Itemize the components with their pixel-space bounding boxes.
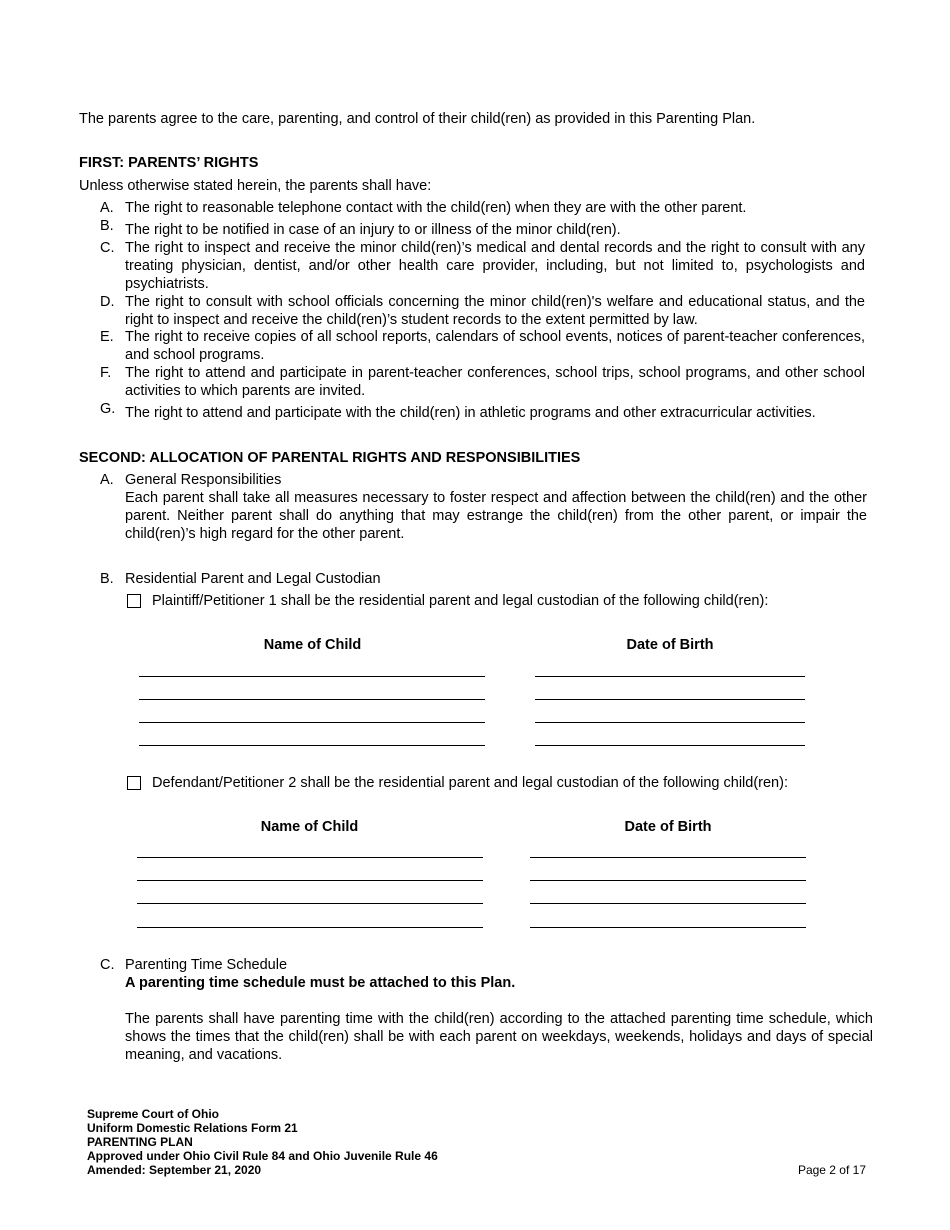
child-name-line[interactable]: [139, 676, 485, 677]
list-text: The right to attend and participate in parent-teacher conferences, school trips, school programs, and other school activities to which parents are invited.: [125, 365, 865, 399]
footer-amended: Amended: September 21, 2020: [87, 1163, 262, 1177]
name-of-child-header: Name of Child: [263, 637, 362, 653]
child-name-line[interactable]: [137, 857, 483, 858]
list-text: The right to reasonable telephone contact with the child(ren) when they are with the other parent.: [125, 200, 747, 216]
section-second-heading: SECOND: ALLOCATION OF PARENTAL RIGHTS AND RESPONSIBILITIES: [79, 450, 581, 466]
parenting-time-content: [125, 956, 873, 1064]
child-dob-line[interactable]: [530, 903, 806, 904]
form-footer: [87, 1107, 438, 1177]
date-of-birth-header: Date of Birth: [626, 637, 714, 653]
petitioner1-option-text: Plaintiff/Petitioner 1 shall be the residential parent and legal custodian of the following child(ren):: [152, 593, 769, 609]
child-name-line[interactable]: [137, 927, 483, 928]
residential-parent-title: Residential Parent and Legal Custodian: [125, 571, 381, 587]
section-first-lead: Unless otherwise stated herein, the parents shall have:: [79, 178, 432, 194]
parenting-time-requirement: A parenting time schedule must be attached to this Plan.: [125, 975, 516, 991]
date-of-birth-header: Date of Birth: [624, 819, 712, 835]
list-letter: B.: [100, 218, 114, 234]
child-dob-line[interactable]: [535, 722, 805, 723]
child-name-line[interactable]: [139, 699, 485, 700]
footer-approval: Approved under Ohio Civil Rule 84 and Ohio Juvenile Rule 46: [87, 1149, 438, 1163]
general-responsibilities-content: [125, 471, 867, 543]
petitioner1-checkbox[interactable]: [127, 594, 141, 608]
footer-court: Supreme Court of Ohio: [87, 1107, 219, 1121]
footer-form-number: Uniform Domestic Relations Form 21: [87, 1121, 298, 1135]
list-text: The right to inspect and receive the minor child(ren)’s medical and dental records and the right to consult with any treating physician, dentist, and/or other health care provider, including, but not limited to, psychologists and psychiatrists.: [125, 240, 865, 292]
child-name-line[interactable]: [139, 722, 485, 723]
list-text: The right to be notified in case of an injury to or illness of the minor child(ren).: [125, 222, 621, 238]
list-letter: B.: [100, 571, 114, 587]
child-dob-line[interactable]: [530, 857, 806, 858]
child-name-line[interactable]: [139, 745, 485, 746]
intro-paragraph: The parents agree to the care, parenting, and control of their child(ren) as provided in this Parenting Plan.: [79, 111, 756, 127]
list-letter: C.: [100, 240, 115, 256]
child-name-line[interactable]: [137, 903, 483, 904]
list-letter: A.: [100, 472, 114, 488]
petitioner2-option-text: Defendant/Petitioner 2 shall be the residential parent and legal custodian of the following child(ren):: [152, 775, 788, 791]
list-letter: G.: [100, 401, 116, 417]
name-of-child-header: Name of Child: [260, 819, 359, 835]
footer-form-title: PARENTING PLAN: [87, 1135, 193, 1149]
child-dob-line[interactable]: [535, 745, 805, 746]
list-text: The right to consult with school officials concerning the minor child(ren)'s welfare and educational status, and the right to inspect and receive the child(ren)’s student records to the extent permitted by law.: [125, 294, 865, 328]
child-dob-line[interactable]: [535, 676, 805, 677]
child-name-line[interactable]: [137, 880, 483, 881]
general-responsibilities-body: Each parent shall take all measures necessary to foster respect and affection between the child(ren) and the other parent. Neither parent shall do anything that may estrange the child(ren) from the other parent, or impair the child(ren)’s high regard for the other parent.: [125, 490, 867, 542]
child-dob-line[interactable]: [530, 880, 806, 881]
list-letter: D.: [100, 294, 115, 310]
page-number: Page 2 of 17: [797, 1163, 866, 1177]
list-text: The right to receive copies of all school reports, calendars of school events, notices of parent-teacher conferences, and school programs.: [125, 329, 865, 363]
general-responsibilities-title: General Responsibilities: [125, 472, 282, 488]
petitioner2-checkbox[interactable]: [127, 776, 141, 790]
child-dob-line[interactable]: [535, 699, 805, 700]
list-text: The right to attend and participate with the child(ren) in athletic programs and other extracurricular activities.: [125, 405, 816, 421]
parenting-time-body: The parents shall have parenting time with the child(ren) according to the attached parenting time schedule, which shows the times that the child(ren) shall be with each parent on weekdays, weekends, holidays and days of special meaning, and vacations.: [125, 1011, 873, 1063]
list-letter: C.: [100, 957, 115, 973]
list-letter: A.: [100, 200, 114, 216]
section-first-heading: FIRST: PARENTS’ RIGHTS: [79, 155, 259, 171]
child-dob-line[interactable]: [530, 927, 806, 928]
list-letter: E.: [100, 329, 114, 345]
list-letter: F.: [100, 365, 112, 381]
parenting-time-title: Parenting Time Schedule: [125, 957, 288, 973]
